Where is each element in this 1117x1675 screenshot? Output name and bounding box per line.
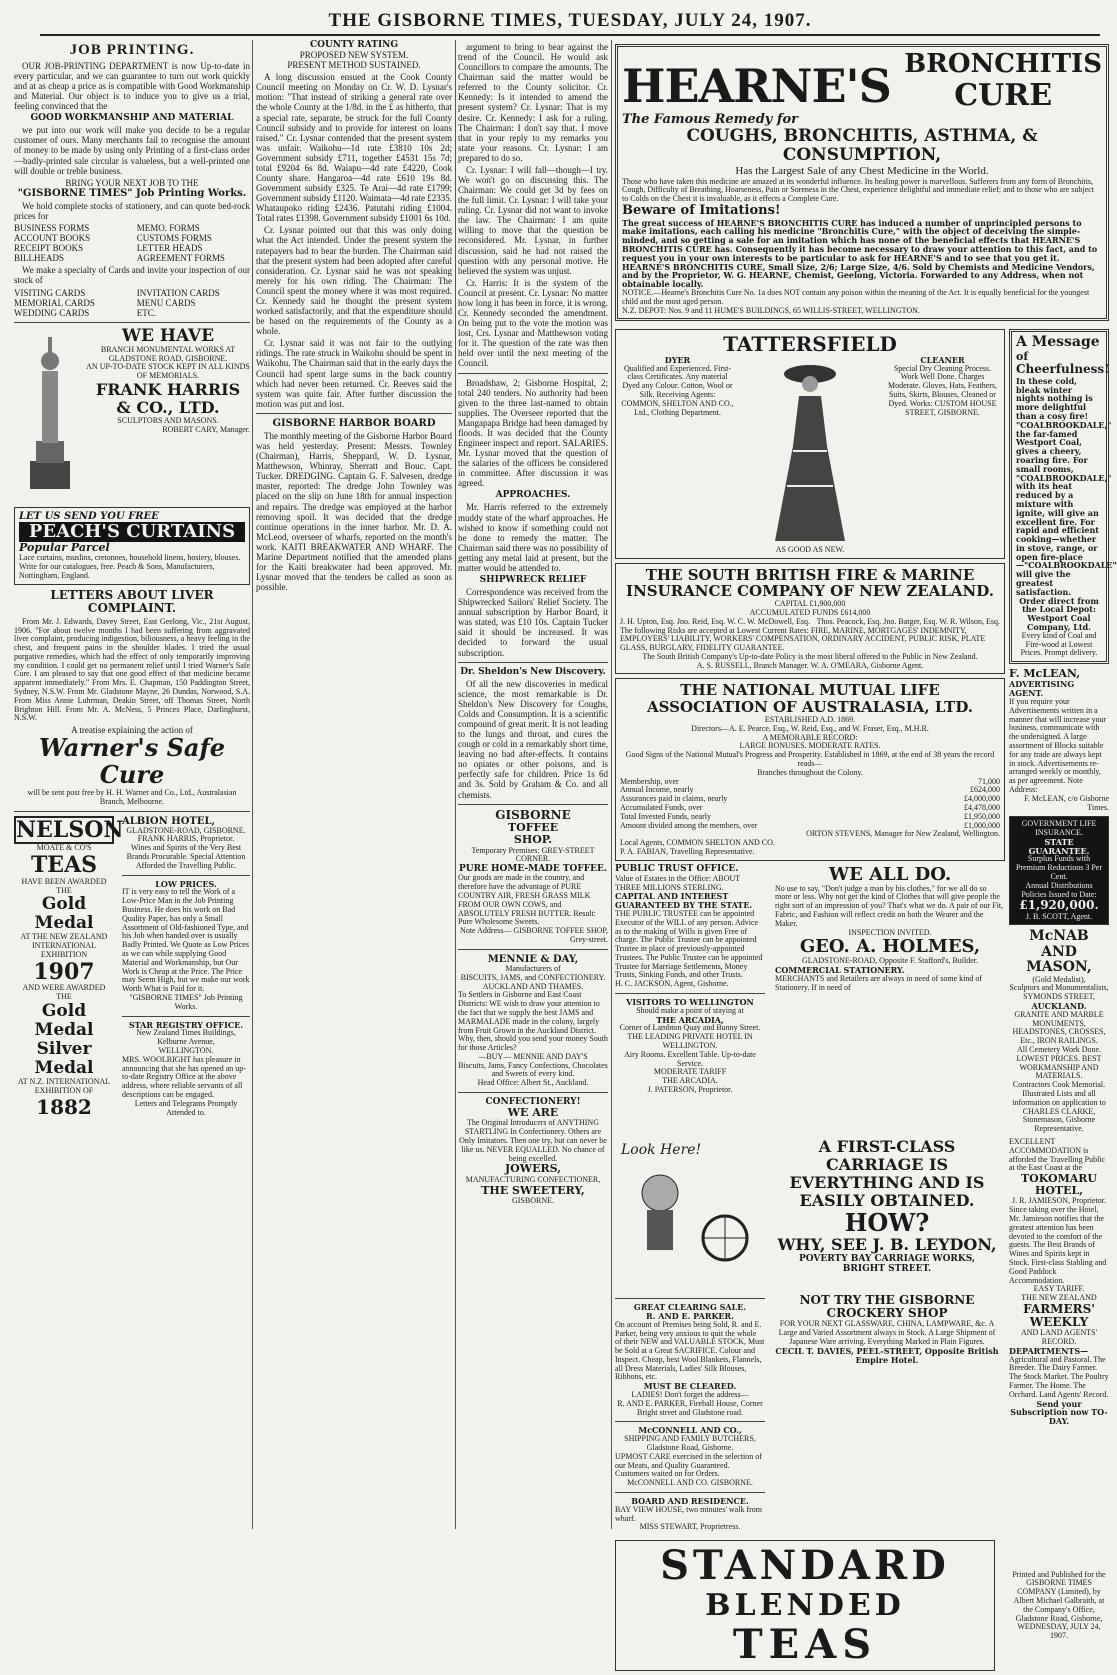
peach-popular: Popular Parcel <box>19 541 110 555</box>
tokomaru: EXCELLENT ACCOMMODATION is afforded the Travelling Public at the East Coast at the <box>1009 1136 1106 1173</box>
low-prices: LOW PRICES. <box>155 878 217 889</box>
albion-prop: FRANK HARRIS, Proprietor. <box>137 834 235 844</box>
nat-stat-row: Membership, over 71,000 <box>620 776 1000 786</box>
trust-capital: CAPITAL AND INTEREST GUARANTEED BY THE STATE. <box>615 891 753 911</box>
warner-logo: Warner's Safe Cure <box>38 733 226 790</box>
liver-text: From Mr. J. Edwards, Davey Street, East Geelong, Vic., 21st August, 1906. "For about twelve months I had been suffering from aggravated liver complaint, producing indigestion, biliousness, a heavy feeling in the chest, and frequent pains in the shoulder blades. I tried the usual purgative remedies, which had the effect of only temporarily improving my condition. I could get no permanent relief until I tried Warner's Safe Cure. I am pleased to say that one good effect of that medicine became apparent immediately." From Mrs. E. Chapman, 150 Paddington Street, Sydney, N.S.W. From Mr. Gladstone Mayne, 26 Dundas, Norwood, S.A. From Miss Annie Luhrman, Deakin Street, off Thomas Street, North Brighton Hill. From Mr. A. McNess, 5 Princes Place, Darlinghurst, N.S.W. <box>14 616 250 723</box>
job-bring: BRING YOUR NEXT JOB TO THE <box>65 177 199 188</box>
fabian: P. A. FABIAN, Travelling Representative. <box>620 847 755 857</box>
govt-8: £1,920,000. <box>1019 898 1099 913</box>
mclean-sig: F. McLEAN, c/o Gisborne Times. <box>1024 793 1109 812</box>
commercial-text: MERCHANTS and Retailers are always in need of some kind of Stationery. If in need of <box>775 973 983 992</box>
tok-text: Since taking over the Hotel, Mr. Jamieson notifies that the greatest attention has been devoted to the comfort of the guests. The Best Brands of Wines and Spirits kept in Stock. First-class Stabling and Good Paddock Accommodation. <box>1009 1205 1107 1285</box>
standard-teas-ad <box>615 1540 995 1671</box>
news-body: Cr. Lysnar: I will fall—though—I try. We won't go on discussing this. The Chairman: We could get 3d by fees on the full limit. Cr. Lysnar: I will take your ruling. Cr. Lysnar did not want to invoke the law. The Chairman: I am quite willing to move that the question be reconsidered. Mr. Lysnar, in further discussion, said he had not raised the question with any personal motive. He believed the system was unjust. <box>458 164 608 276</box>
jowers-sub: MANUFACTURING CONFECTIONER, <box>465 1174 601 1184</box>
arcadia-prop: J. PATERSON, Proprietor. <box>647 1085 733 1095</box>
trust-text: THE PUBLIC TRUSTEE can be appointed Executor of the WILL of any person. Advice as to the making of Wills is given Free of charge. The Public Trustee can be appointed Trustee in place of previously-appointed Trustees. The Public Trustee can be appointed Trustee for Marriage Settlements, Money Trusts, Sinking Funds, and other Trusts. <box>615 908 763 980</box>
council-body: Cr. Lysnar pointed out that this was only doing what the Act intended. Under the present system the ratepayers had to bear the burden. The Chairman said that the present system had been adopted after careful consideration. Cr. Lysnar said he was not speaking merely for his own riding. The Chairman: The Council spent the money where it was most required. Cr. Kennedy said he thought the present system worked satisfactorily, and that the expenditure should be based on the requirements of the County as a whole. <box>256 225 452 337</box>
council-title: COUNTY RATING <box>309 40 399 50</box>
std-teas: TEAS <box>732 1620 878 1668</box>
board: BOARD AND RESIDENCE. <box>631 1496 749 1507</box>
coal-order: Order direct from the Local Depot: Westport Coal Company, Ltd. <box>1019 595 1099 633</box>
monumental-ad <box>14 327 250 503</box>
local: Local Agents, COMMON SHELTON AND CO. <box>620 838 775 848</box>
directors-right: Thos. Peacock, Esq. Jno. Batger, Esq. W. R. Wilson, Esq. <box>816 616 1000 626</box>
clearing: GREAT CLEARING SALE. <box>633 1302 747 1313</box>
nelson-ad <box>14 816 124 1119</box>
jowers: JOWERS, <box>504 1162 562 1176</box>
council-body: Cr. Lysnar said it was not fair to the outlying ridings. The rate struck in Waikohu should be spent in Waikohu. The Chairman said that in the early days the Council had spent large sums in the back country which had never been returned. Cr. Reeves said the system was quite fair. After further discussion the motion was put and lost. <box>256 338 452 409</box>
mcconnell-sub: SHIPPING AND FAMILY BUTCHERS, <box>624 1434 756 1444</box>
how: HOW? <box>844 1207 930 1237</box>
gold-medal-2: Gold Medal <box>34 1001 94 1041</box>
tok-hotel: TOKOMARU HOTEL, <box>1020 1172 1098 1198</box>
poverty: POVERTY BAY CARRIAGE WORKS, <box>798 1254 976 1265</box>
mcnab-work: All Cemetery Work Done. LOWEST PRICES. BEST WORKMANSHIP AND MATERIALS. <box>1016 1045 1102 1081</box>
warner-post: will be sent post free by H. H. Warner and Co., Ltd., Australasian Branch, Melbourne. <box>27 788 237 806</box>
year-1907: 1907 <box>33 958 95 985</box>
awarded: HAVE BEEN AWARDED THE <box>21 876 107 895</box>
cart-man-icon <box>615 1138 765 1268</box>
buy-items: Biscuits, Jams, Fancy Confections, Chocolates and Sweets of every kind. <box>458 1060 608 1079</box>
low-text: IT is very easy to tell the Work of a Low-Price Man in the Job Printing Business. He does his work on Bad Quality Paper, has only a Small Assortment of Old-fashioned Type, and his Job when handed over is usually Badly Printed. We Quote as Low Prices as we can while supplying Good Material and Workmanship, but Our Work is Cheap at the Price. The Price may Seem High, but we make our work Worth What is Paid for it. <box>122 887 250 994</box>
clearing-firm: R. AND E. PARKER. <box>646 1310 734 1321</box>
form-item: BILLHEADS <box>14 253 64 264</box>
silver-medal: Silver Medal <box>34 1039 94 1079</box>
message-2: of <box>1016 350 1029 363</box>
star-town: WELLINGTON. <box>158 1046 214 1056</box>
news-body: Broadshaw, 2; Gisborne Hospital, 2; total 240 tenders. No authority had been given to the three last-named to obtain supplies. The Overseer reported that the Mangapapa Bridge had been damaged by floods. It was decided that the County Engineer inspect and report. SALARIES. Mr. Lysnar moved that the question of the salaries of the officers be considered in committee. After discussion it was agreed. <box>458 377 608 489</box>
arcadia-lead: THE LEADING PRIVATE HOTEL IN WELLINGTON. <box>627 1032 753 1051</box>
toffee-sig: Note Address— GISBORNE TOFFEE SHOP, Grey-street. <box>460 926 608 944</box>
south-sig: A. S. RUSSELL, Branch Manager. W. A. O'MEARA, Gisborne Agent. <box>696 660 924 670</box>
low-sig: "GISBORNE TIMES" Job Printing Works. <box>129 993 243 1011</box>
job-works: "GISBORNE TIMES" Job Printing Works. <box>17 187 247 199</box>
lady-dress-icon <box>765 356 855 546</box>
south-british-ad <box>615 563 1005 675</box>
arcadia: THE ARCADIA, <box>656 1014 724 1025</box>
govt-7: Policies Issued to Date: <box>1021 889 1097 899</box>
subscription: Send your Subscription now TO-DAY. <box>1010 1398 1108 1427</box>
govt-9: J. B. SCOTT, Agent. <box>1025 911 1093 921</box>
column-rule <box>455 40 456 1529</box>
geo-addr: GLADSTONE-ROAD, Opposite F. Stafford's, Builder. <box>801 956 979 966</box>
land-record: AND LAND AGENTS' RECORD. <box>1020 1328 1098 1347</box>
we-have: WE HAVE <box>121 325 215 346</box>
toffee-premises: Temporary Premises: GREY-STREET CORNER. <box>471 845 595 864</box>
albion: ALBION HOTEL, <box>122 815 215 827</box>
albion-text: Wines and Spirits of the Very Best Brands Procurable. Special Attention Afforded the Travelling Public. <box>126 843 246 870</box>
branches: Branches throughout the Colony. <box>757 767 863 777</box>
form-item: CUSTOMS FORMS <box>136 233 212 244</box>
govt-4: Surplus Funds with <box>1027 854 1091 864</box>
nat-stat-row: Assurances paid in claims, nearly £4,000,000 <box>620 794 1000 804</box>
sizes: HEARNE'S BRONCHITIS CURE, Small Size, 2/6; Large Size, 4/6. Sold by Chemists and Medicine Vendors, and by the Proprietor, W. G. HEARNE, Chemist, Geelong, Victoria. Forwarded to any Address, when not obtainable locally. <box>622 261 1095 290</box>
job-intro: OUR JOB-PRINTING DEPARTMENT is now Up-to-date in every particular, and we can guarantee to turn out work quickly and at as cheap a price as is compatible with Good Workmanship and Material. Our object is to induce you to give us a trial, feeling convinced that the <box>14 60 250 112</box>
clearing-sig: R. AND E. PARKER, Fireball House, Corner Bright street and Gladstone road. <box>617 1398 763 1417</box>
moate: MOATE & CO'S <box>36 843 92 853</box>
depot: N.Z. DEPOT: Nos. 9 and 11 HUME'S BUILDINGS, 65 WILLIS-STREET, WELLINGTON. <box>622 305 920 315</box>
govt-3: STATE GUARANTEE. <box>1028 836 1090 856</box>
harbor-title: GISBORNE HARBOR BOARD <box>272 417 436 429</box>
mcnab: McNAB AND MASON, <box>1026 928 1092 976</box>
sheldon-text: Of all the new discoveries in medical science, the most remarkable is Dr. Sheldon's New Discovery for Coughs, Colds and Consumption. It is a scientific compound of great merit. It is not leading to the lungs and throat, and cures the cough or cold in a remarkably short time, leaving no bad after-effects. It contains no opiates or other poisons, and is perfectly safe for children. Price 1s 6d and 3s. Sold by Graham & Co. and all chemists. <box>458 678 608 800</box>
peach-text: Lace curtains, muslins, cretonnes, household linens, hosiery, blouses. Write for our catalogues, free. Peach & Sons, Manufacturers, Nottingham, England. <box>19 553 241 581</box>
toffee-2: TOFFEE <box>507 821 559 835</box>
visitors: VISITORS TO WELLINGTON <box>626 997 754 1008</box>
sweetery-town: GISBORNE. <box>511 1195 554 1205</box>
council-proposed: PROPOSED NEW SYSTEM. <box>299 50 409 61</box>
hearne-title: HEARNE'S <box>622 59 891 114</box>
also-awarded: AND WERE AWARDED THE <box>22 983 106 1002</box>
manager: ROBERT CARY, Manager. <box>162 424 250 434</box>
mclean: F. McLEAN, <box>1009 667 1081 681</box>
mcnab-auckland: AUCKLAND. <box>1031 1001 1087 1012</box>
toffee-pure: PURE HOME-MADE TOFFEE. <box>458 864 608 875</box>
imprint: Printed and Published for the GISBORNE TIMES COMPANY (Limited), by Albert Michael Galbraith, at the Company's Office, Gladstone Road, Gisborne, WEDNESDAY, JULY 24, 1907. <box>1012 1569 1106 1641</box>
mcconnell-sig: McCONNELL AND CO. GISBORNE. <box>627 1478 753 1488</box>
mclean-sub: ADVERTISING AGENT. <box>1009 679 1075 699</box>
dyer: DYER <box>664 354 691 365</box>
sweetery: THE SWEETERY, <box>481 1183 585 1197</box>
inspection: INSPECTION INVITED. <box>848 927 932 937</box>
govt-5: Premium Reductions 3 Per Cent. <box>1016 863 1102 882</box>
tatt-left: Qualified and Experienced. First-class Certificates. Any material Dyed any Colour. Cotton, Wool or Silk. Receiving Agents: COMMON, SHELTON AND CO., Ltd., Clothing Department. <box>621 363 734 417</box>
tatt-right: Special Dry Cleaning Process. Work Well Done. Charges Moderate. Gloves, Hats, Feathers, Suits, Skirts, Blouses, Cleaned or Dyed. Works: CUSTOM HOUSE STREET, GISBORNE. <box>887 363 998 417</box>
geo-holmes: GEO. A. HOLMES, <box>799 936 981 958</box>
nat-stats <box>620 778 1000 831</box>
message-3: Cheerfulness! <box>1016 362 1110 377</box>
orton: ORTON STEVENS, Manager for New Zealand, Wellington. <box>806 829 1000 839</box>
council-body: A long discussion ensued at the Cook County Council meeting on Monday on Cr. W. D. Lysnar's motion: "That instead of striking a general rate over the whole County at the 1/8d. in the £ as hitherto, that a special rate, separate, be struck for the full County Council subsidy and to provide for interest on loans raised." Cr. Lysnar contended that the present system was unfair. Waikohu—1d rate £3810 10s 2d; Government subsidy £711, together £4531 15s 7d; total £9204 6s 8d. Waiapu—4d rate £4220, Cook County share. Hangaroa—4d rate £610 19s 8d. Government subsidy £325. Te Arai—4d rate £1799; Government subsidy £1120. Waimata—4d rate £2335. Whataupoko riding £2436. Patutahi riding £1004. Total rates £1398. Government subsidy £1001 6s 10d. <box>256 72 452 224</box>
clearing-must: MUST BE CLEARED. <box>643 1381 737 1392</box>
crockery-text: FOR YOUR NEXT GLASSWARE, CHINA, LAMPWARE, &c. A Large and Varied Assortment always in Stock. A Large Shipment of Japanese Ware arriving. Everything Marked in Plain Figures. <box>778 1319 996 1347</box>
card-item: ETC. <box>136 307 156 318</box>
toffee-text: Our goods are made in the country, and therefore have the advantage of PURE COUNTRY AIR, FRESH GRASS MILK FROM OUR OWN COWS, and ABSOLUTELY FRESH BUTTER. Result: Pure Wholesome Sweets. <box>458 873 597 927</box>
coal-bag: Every kind of Coal and Fire-wood at Lowest Prices. Prompt delivery. <box>1020 630 1098 658</box>
mennie-text: To Settlers in Gisborne and East Coast Districts: WE wish to draw your attention to the fact that we supply the best JAMS and MARMALADE made in the colony, largely from Fruit Grown in the Auckland District. Why, then, should you send your money South for those Articles? <box>458 990 608 1053</box>
form-item: ACCOUNT BOOKS <box>14 233 91 244</box>
card-item: VISITING CARDS <box>14 287 86 298</box>
toffee-3: SHOP. <box>513 833 553 847</box>
coal-ad <box>1009 329 1117 664</box>
govt-life-ad <box>1009 816 1109 925</box>
mennie-place: AUCKLAND AND THAMES. <box>482 981 584 991</box>
buy-sig: Head Office: Albert St., Auckland. <box>477 1078 589 1088</box>
job-stock: We hold complete stocks of stationery, and can quote bed-rock prices for <box>14 200 250 221</box>
nat-stat-row: Accumulated Funds, over £4,478,000 <box>620 803 1000 813</box>
we-all-do: WE ALL DO. <box>828 863 952 885</box>
toffee-1: GISBORNE <box>495 807 571 822</box>
commercial: COMMERCIAL STATIONERY. <box>775 965 905 975</box>
coal-text: In these cold, bleak winter nights nothing is more delightful than a cosy fire! "COALBROOKDALE," the far-famed Westport Coal, gives a cheery, roaring fire. For small rooms, "COALBROOKDALE," with its heat reduced by a mixture with ignite, will give an excellent fire. For rapid and efficient cooking—whether in stove, range, or open fire-place—"COALBROOKDALE" will give the greatest satisfaction. <box>1016 375 1117 597</box>
mclean-text: If you require your Advertisements written in a manner that will increase your business, communicate with the undersigned. A large assortment of Blocks suitable for any trade are always kept in stock. Advertisements re-arranged weekly or monthly, as per agreement. Note Address: <box>1009 696 1107 794</box>
mcnab-ad <box>1009 929 1109 1134</box>
arcadia-addr: Corner of Lambton Quay and Bunny Street. <box>619 1023 761 1033</box>
message-1: A Message <box>1016 334 1100 351</box>
look-here: Look Here! <box>621 1141 702 1158</box>
departments: DEPARTMENTS— <box>1009 1345 1089 1356</box>
tok-prop: J. R. JAMIESON, Proprietor. <box>1011 1196 1106 1206</box>
year-1882: 1882 <box>36 1094 92 1119</box>
arcadia-tariff: MODERATE TARIFF <box>653 1067 727 1077</box>
risks: The following Risks are accepted at Lowest Current Rates: FIRE, MARINE, MORTGAGES' INDEMNITY, EMPLOYERS' LIABILITY, WORKERS' COMPENSATION, ORDINARY ACCIDENT, PUBLIC RISK, PLATE GLASS, BURGLARY, FIDELITY GUARANTEE. <box>620 625 986 653</box>
news-body: Cr. Harris: It is the system of the Council at present. Cr. Lysnar: No matter how long it has been in force, it is wrong. Cr. Kennedy seconded the amendment. On being put to the vote the motion was lost, Crs. Lysnar and Matthewson voting for it. The question of the rate was then held over until the next meeting of the Council. <box>458 277 608 369</box>
job-mid: we put into our work will make you decide to be a regular customer of ours. Many merchants fail to recognise the amount of money to be made by using only Printing of a first-class order—badly-printed sale circular is valueless, but a well-printed one will double or treble business. <box>14 125 250 176</box>
column-rule <box>611 40 612 1529</box>
nat-directors: Directors—A. E. Pearce, Esq., W. Reid, Esq., and W. Fraser, Esq., M.H.R. <box>691 723 929 733</box>
news-body: argument to bring to bear against the trend of the Council. He would ask Councillors to compare the amounts. The Chairman said the matter would be referred to the County solicitor. Cr. Kennedy: Is it intended to amend the present system? Cr. Lysnar: That is my desire. Cr. Kennedy: I ask for a ruling. The Chairman: I don't say that. I move that in your reply to my remarks you state your reasons. Cr. Lysnar: I am prepared to do so. <box>458 42 608 163</box>
form-item: MEMO. FORMS <box>136 223 200 234</box>
shipwreck-text: Correspondence was received from the Shipwrecked Sailors' Relief Society. The annual subscription by Harbor Board, it was stated, was £10 10s. Captain Tucker said it should be increased. It was decided to forward the usual subscription. <box>458 587 608 658</box>
coughs: COUGHS, BRONCHITIS, ASTHMA, & CONSUMPTION, <box>686 126 1038 166</box>
star-letters: Letters and Telegrams Promptly Attended to. <box>134 1098 238 1117</box>
crockery: NOT TRY THE GISBORNE CROCKERY SHOP <box>799 1293 975 1321</box>
card-item: WEDDING CARDS <box>14 307 90 318</box>
peach-send: LET US SEND YOU FREE <box>19 510 159 522</box>
job-good: GOOD WORKMANSHIP AND MATERIAL <box>30 113 234 124</box>
beware: Beware of Imitations! <box>622 203 781 219</box>
job-printing-title: JOB PRINTING. <box>69 42 195 58</box>
nz-farmer: THE NEW ZEALAND <box>1021 1293 1097 1303</box>
good-new: AS GOOD AS NEW. <box>775 544 845 554</box>
farmers-weekly: FARMERS' WEEKLY <box>1023 1301 1095 1330</box>
notice: NOTICE.—Hearne's Bronchitis Cure No. 1a does NOT contain any poison within the meaning of the Act. It is equally beneficial for the youngest child and the most aged person. <box>622 287 1090 306</box>
bonuses: LARGE BONUSES. MODERATE RATES. <box>739 741 881 751</box>
cards-list <box>14 288 250 318</box>
form-item: RECEIPT BOOKS <box>14 243 84 254</box>
gold-medalist: (Gold Medalist), <box>1032 974 1086 984</box>
sheldon-title: Dr. Sheldon's New Discovery. <box>460 666 606 677</box>
shipwreck: SHIPWRECK RELIEF <box>479 574 587 585</box>
trust-estates: Value of Estates in the Office: ABOUT THREE MILLIONS STERLING. <box>615 873 741 892</box>
hearne-text: Those who have taken this medicine are amazed at its wonderful influence. Its healing power is marvellous. Sufferers from any form of Bronchitis, Cough, Difficulty of Breathing, Hoarseness, Pain or Soreness in the Chest, experience delightful and immediate relief; and to those who are subject to Colds on the Chest it is invaluable, as it effects a Complete Cure. <box>622 176 1094 204</box>
tattersfield-ad <box>615 329 1005 558</box>
govt-2: INSURANCE. <box>1035 828 1083 838</box>
cure: CURE <box>954 78 1053 114</box>
capital: CAPITAL £1,900,000 <box>774 599 846 609</box>
nelson: NELSON <box>16 816 124 843</box>
clearing-ladies: LADIES! Don't forget the address— <box>631 1390 749 1400</box>
arcadia-rooms: Airy Rooms. Excellent Table. Up-to-date Service. <box>624 1049 756 1068</box>
directors-left: J. H. Upton, Esq. Jno. Reid, Esq. W. C. W. McDowell, Esq. <box>620 616 811 626</box>
bright: BRIGHT STREET. <box>842 1264 932 1275</box>
beware-text: The great success of HEARNE'S BRONCHITIS CURE has induced a number of unprincipled persons to make imitations, each calling his medicine "Bronchitis Cure," with the object of deceiving the simple-minded, and so getting a sale for an imitation which has none of the beneficial effects that HEARNE'S BRONCHITIS CURE has. Consequently it has become necessary to draw your attention to this fact, and to request you in your own interests to be particular to ask for HEARNE'S and to see that you get it. <box>622 217 1098 263</box>
council-present: PRESENT METHOD SUSTAINED. <box>287 60 421 71</box>
star-registry: STAR REGISTRY OFFICE. <box>128 1019 244 1030</box>
trust-title: PUBLIC TRUST OFFICE. <box>615 863 739 874</box>
mclean-ad <box>1009 668 1109 812</box>
mcconnell: McCONNELL AND CO., <box>638 1425 742 1436</box>
liver-title: LETTERS ABOUT LIVER COMPLAINT. <box>50 587 214 616</box>
tattersfield: TATTERSFIELD <box>723 332 897 357</box>
approaches-text: Mr. Harris referred to the extremely muddy state of the wharf approaches. He wished to know if something could not be done to remedy the matter. The Chairman said there was no possibility of getting any metal laid at present, but the matter would be attended to. <box>458 502 608 573</box>
tokomaru-ad <box>1009 1138 1109 1294</box>
trust-agent: H. C. JACKSON, Agent, Gisborne. <box>615 979 729 989</box>
we-are: WE ARE <box>507 1106 559 1120</box>
card-item: MENU CARDS <box>136 297 196 308</box>
form-item: BUSINESS FORMS <box>14 223 90 234</box>
standard: STANDARD <box>660 1542 950 1590</box>
mennie-sub: Manufacturers of <box>505 963 561 973</box>
largest: Has the Largest Sale of any Chest Medicine in the World. <box>735 165 989 178</box>
leydon: WHY, SEE J. B. LEYDON, <box>777 1235 997 1255</box>
dept-text: Agricultural and Pastoral. The Breeder. The Dairy Farmer. The Stock Market. The Poultry Farmer. The Home. The Orchard. Land Agents' Record. <box>1009 1354 1109 1399</box>
symonds: SYMONDS STREET, <box>1023 992 1095 1002</box>
cards-intro: We make a specialty of Cards and invite your inspection of our stock of <box>14 265 250 286</box>
form-item: AGREEMENT FORMS <box>136 253 225 264</box>
davies: CECIL T. DAVIES, PEEL-STREET, Opposite British Empire Hotel. <box>775 1345 999 1365</box>
gold-medal: Gold Medal <box>34 894 94 934</box>
nz-exhibition: AT THE NEW ZEALAND INTERNATIONAL EXHIBITION <box>20 932 108 959</box>
statue-icon <box>20 331 80 491</box>
branch: BRANCH MONUMENTAL WORKS AT GLADSTONE ROAD, GISBORNE. <box>100 344 236 363</box>
approaches: APPROACHES. <box>495 490 571 501</box>
board-text: BAY VIEW HOUSE, two minutes' walk from wharf. <box>615 1504 762 1523</box>
albion-addr: GLADSTONE-ROAD, GISBORNE. <box>126 825 246 835</box>
nat-text: Good Signs of the National Mutual's Progress and Prosperity. Established in 1869, at the end of 38 years the record reads— <box>625 750 995 769</box>
arcadia-text: Should make a point of staying at <box>636 1005 744 1015</box>
confectionery: CONFECTIONERY! <box>485 1097 581 1108</box>
famous: The Famous Remedy for <box>622 111 798 127</box>
farmers-ad <box>1009 1294 1109 1532</box>
column-rule <box>252 40 253 1529</box>
peach-ad <box>14 507 250 585</box>
we-all-text: No use to say, "Don't judge a man by his clothes," for we all do so more or less. Why not get the kind of Clothes that will give people the right sort of an impression of you? That's what we do. A pair of our Fit, Fabric, and Fashion will reflect credit on both the Wearer and the Maker. <box>775 883 1004 928</box>
column-1 <box>14 40 250 1529</box>
nz-exhibition-2: AT N.Z. INTERNATIONAL EXHIBITION OF <box>17 1077 111 1095</box>
column-2 <box>256 40 452 1529</box>
mcconnell-addr: Gladstone Road, Gisborne. <box>646 1443 734 1453</box>
south-note: The South British Company's Up-to-date Policy is the most liberal offered to the Public in New Zealand. <box>642 651 978 661</box>
card-item: INVITATION CARDS <box>136 287 220 298</box>
sculptors: SCULPTORS AND MASONS. <box>117 415 219 425</box>
forms-list <box>14 223 250 263</box>
clearing-text: On account of Premises being Sold, R. and E. Parker, being very anxious to quit the whole of their NEW and VALUABLE STOCK, Must be Sold at a Great SACRIFICE. Colour and Inspect. Cheap, best Wool Blankets, Flannels, all Dress Materials, Ladies' Silk Blouses, Ribbons, etc. <box>615 1319 765 1382</box>
granite: GRANITE AND MARBLE MONUMENTS, HEADSTONES, CROSSES, Etc., IRON RAILINGS. <box>1012 1009 1106 1046</box>
contractors: Contractors Cook Memorial. Illustrated Lists and all information on application to <box>1012 1080 1106 1107</box>
cleaner: CLEANER <box>920 354 965 365</box>
card-item: MEMORIAL CARDS <box>14 297 95 308</box>
hearne-ad <box>615 44 1109 321</box>
column-4 <box>615 40 1117 1668</box>
mcnab-sculptors: Sculptors and Monumentalists, <box>1009 983 1109 993</box>
we-are-text: The Original Introducers of ANYTHING STARTLING In Confectionery. Others are Only Imitators. Then one try, but can never be like us. NEVER EQUALLED. No chance of being excelled. <box>459 1118 607 1163</box>
harbor-text: The monthly meeting of the Gisborne Harbor Board was held yesterday. Present: Messrs. Townley (Chairman), Harris, Sheppard, W. D. Lysnar, Matthewson, Whinray, Sherratt and Bouc. Capt. Tucker. DREDGING. Captain G. F. Salvesen, dredge master, reported: The dredge John Townley was placed on the slip on June 18th for annual inspection and repairs. The dredge was employed at the harbor removing spoil. It was decided that the dredge continue operations in the inner harbor. Mr. D. A. McLeod, overseer of wharfs, reported on the month's work. KAITI BREAKWATER AND WHARF. The Marine Department notified that the amended plans for the Kaiti breakwater had been approved. Mr. Lysnar moved that the tenders be called as soon as possible. <box>256 431 452 593</box>
peach-name: PEACH'S CURTAINS <box>19 522 245 542</box>
buy: —BUY— MENNIE AND DAY'S <box>478 1051 588 1061</box>
blended: BLENDED <box>705 1588 905 1624</box>
masthead: THE GISBORNE TIMES, TUESDAY, JULY 24, 1907. <box>40 8 1100 36</box>
mennie-items: BISCUITS, JAMS, and CONFECTIONERY. <box>460 972 606 982</box>
mennie: MENNIE & DAY, <box>487 953 579 965</box>
star-text: MRS. WOOLRIGHT has pleasure in announcing that she has opened an up-to-date Registry Office at the above address, where reliable servants of all descriptions can be engaged. <box>122 1054 246 1099</box>
national-mutual-ad <box>615 678 1005 860</box>
nelson-teas: TEAS <box>30 852 98 879</box>
treatise: A treatise explaining the action of <box>71 725 193 736</box>
frank-harris: FRANK HARRIS & CO., LTD. <box>95 380 241 417</box>
nat-stat-row: Total Invested Funds, nearly £1,950,000 <box>620 811 1000 821</box>
tok-tariff: EASY TARIFF. <box>1033 1284 1085 1294</box>
nat-stat-row: Amount divided among the members, over £1,000,000 <box>620 820 1000 830</box>
form-item: LETTER HEADS <box>136 243 203 254</box>
board-sig: MISS STEWART, Proprietress. <box>639 1522 741 1532</box>
accumulated: ACCUMULATED FUNDS £614,000 <box>749 607 871 617</box>
mcconnell-text: UPMOST CARE exercised in the selection of our Meats, and Quality Guaranteed. Customers waited on for Orders. <box>615 1451 762 1479</box>
govt-6: Annual Distributions <box>1025 880 1093 890</box>
uptodate: AN UP-TO-DATE STOCK KEPT IN ALL KINDS OF MEMORIALS. <box>86 362 250 381</box>
south-british: THE SOUTH BRITISH FIRE & MARINE INSURANCE COMPANY OF NEW ZEALAND. <box>626 565 994 601</box>
bronchitis: BRONCHITIS <box>904 49 1102 79</box>
memorable: A MEMORABLE RECORD: <box>762 732 858 742</box>
arcadia-name: THE ARCADIA. <box>662 1076 718 1086</box>
govt-1: GOVERNMENT LIFE <box>1021 819 1097 829</box>
column-3 <box>458 40 608 1529</box>
established: ESTABLISHED A.D. 1869. <box>764 715 856 725</box>
national: THE NATIONAL MUTUAL LIFE ASSOCIATION OF AUSTRALASIA, LTD. <box>646 681 974 717</box>
first-class: A FIRST-CLASS CARRIAGE IS EVERYTHING AND IS EASILY OBTAINED. <box>789 1136 985 1210</box>
clarke: CHARLES CLARKE, Stonemason, Gisborne Representative. <box>1022 1106 1096 1134</box>
nat-stat-row: Annual Income, nearly £624,000 <box>620 785 1000 795</box>
star-addr: New Zealand Times Buildings, Kelburne Avenue, <box>136 1028 236 1047</box>
